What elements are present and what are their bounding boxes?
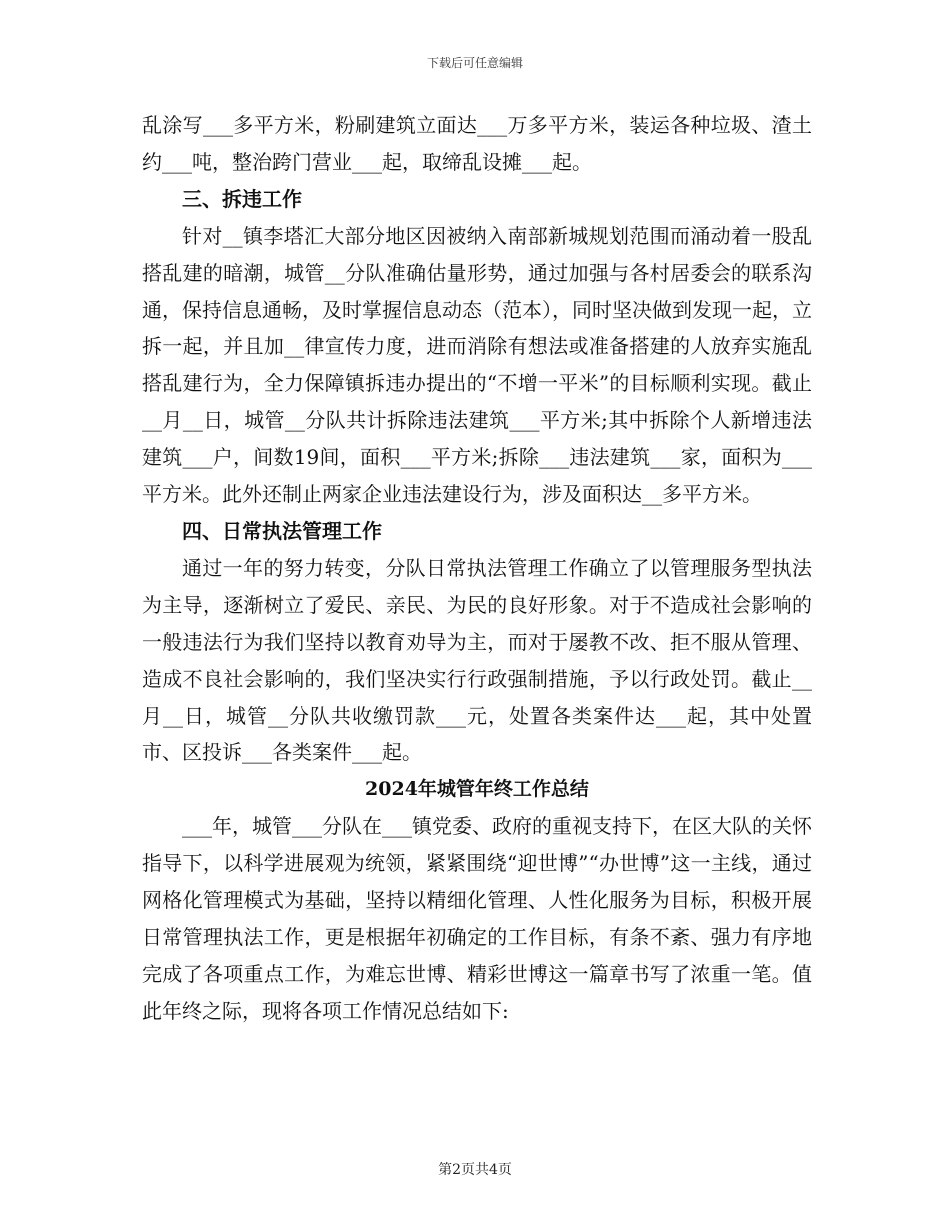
page-number: 第2页共4页: [438, 1162, 512, 1178]
paragraph-introduction: ___年，城管___分队在___镇党委、政府的重视支持下，在区大队的关怀指导下，以科学进展观为统领，紧紧围绕“迎世博”“办世博”这一主线，通过网格化管理模式为基础，坚持以精细化管理、人性化服务为目标，积极开展日常管理执法工作，更是根据年初确定的工作目标，有条不紊、强力有序地完成了各项重点工作，为难忘世博、精彩世博这一篇章书写了浓重一笔。值此年终之际，现将各项工作情况总结如下:: [142, 814, 812, 1023]
document-title: 2024年城管年终工作总结: [365, 778, 589, 801]
page-header-note: 下载后可任意编辑: [426, 56, 523, 70]
document-body: [142, 107, 812, 1030]
paragraph-continued: 乱涂写___多平方米，粉刷建筑立面达___万多平方米，装运各种垃圾、渣土约___吨，整治跨门营业___起，取缔乱设摊___起。: [142, 113, 812, 174]
section-heading-demolition: 三、拆违工作: [182, 186, 302, 211]
paragraph-daily-enforcement: 通过一年的努力转变，分队日常执法管理工作确立了以管理服务型执法为主导，逐渐树立了爱民、亲民、为民的良好形象。对于不造成社会影响的一般违法行为我们坚持以教育劝导为主，而对于屡教不改、拒不服从管理、造成不良社会影响的，我们坚决实行行政强制措施，予以行政处罚。截止__月__日，城管__分队共收缴罚款___元，处置各类案件达___起，其中处置市、区投诉___各类案件___起。: [142, 555, 812, 765]
section-heading-daily-enforcement: 四、日常执法管理工作: [182, 518, 382, 543]
paragraph-demolition: 针对__镇李塔汇大部分地区因被纳入南部新城规划范围而涌动着一股乱搭乱建的暗潮，城管__分队准确估量形势，通过加强与各村居委会的联系沟通，保持信息通畅，及时掌握信息动态（范本），同时坚决做到发现一起，立拆一起，并且加__律宣传力度，进而消除有想法或准备搭建的人放弃实施乱搭乱建行为，全力保障镇拆违办提出的“不增一平米”的目标顺利实现。截止__月__日，城管__分队共计拆除违法建筑___平方米;其中拆除个人新增违法建筑___户，间数19间，面积___平方米;拆除___违法建筑___家，面积为___平方米。此外还制止两家企业违法建设行为，涉及面积达__多平方米。: [142, 223, 812, 507]
